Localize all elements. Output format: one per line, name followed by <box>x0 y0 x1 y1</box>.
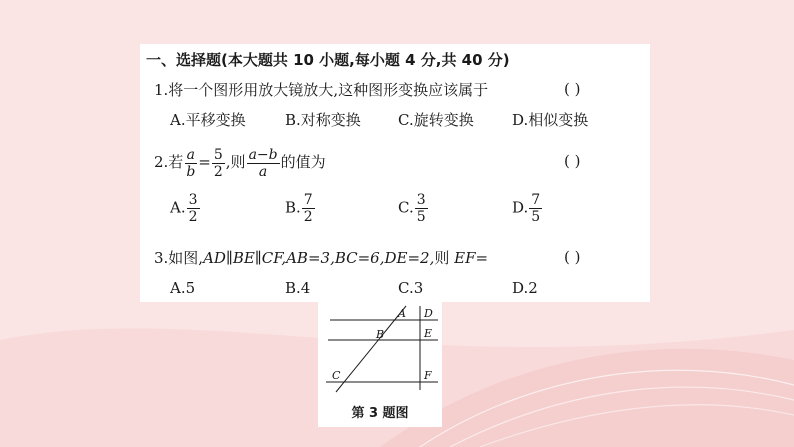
q2-option-d[interactable]: D. $\frac{7}{5}$ <box>512 192 541 225</box>
question-2-stem: 2.若 $\frac{a}{b}$ = $\frac{5}{2}$ ,则 $\frac{a-b}{a}$ 的值为 <box>154 146 326 180</box>
point-f-label: F <box>424 369 432 382</box>
q2-option-a[interactable]: A. $\frac{3}{2}$ <box>170 192 198 225</box>
line-abc <box>336 306 406 392</box>
figure-caption: 第 3 题图 <box>351 406 409 421</box>
point-d-label: D <box>424 307 433 320</box>
point-e-label: E <box>424 327 433 340</box>
q3-option-c[interactable]: C.3 <box>398 279 424 297</box>
q3-option-b[interactable]: B.4 <box>285 279 311 297</box>
point-b-label: B <box>376 328 385 341</box>
point-a-label: A <box>398 307 406 320</box>
q2-option-b[interactable]: B. $\frac{7}{2}$ <box>285 192 313 225</box>
section-header: 一、选择题(本大题共 10 小题,每小题 4 分,共 40 分) <box>146 51 510 69</box>
question-1-stem: 1.将一个图形用放大镜放大,这种图形变换应该属于 <box>154 81 489 99</box>
figure-card <box>318 302 442 427</box>
q3-option-a[interactable]: A.5 <box>170 279 196 297</box>
fraction-a-minus-b-over-a: $\frac{a-b}{a}$ <box>248 146 278 180</box>
fraction-a-over-b: $\frac{a}{b}$ <box>186 146 196 180</box>
question-1-answer-paren[interactable]: ( ) <box>564 80 581 98</box>
fraction-5-over-2: $\frac{5}{2}$ <box>213 146 223 180</box>
question-3-answer-paren[interactable]: ( ) <box>564 248 581 266</box>
geometry-figure <box>318 302 442 397</box>
q1-option-b[interactable]: B.对称变换 <box>285 111 361 129</box>
q2-option-c[interactable]: C. $\frac{3}{5}$ <box>398 192 426 225</box>
question-2-answer-paren[interactable]: ( ) <box>564 152 581 170</box>
q1-option-a[interactable]: A.平移变换 <box>170 111 246 129</box>
point-c-label: C <box>332 369 341 382</box>
question-3-stem: 3.如图,AD∥BE∥CF,AB=3,BC=6,DE=2,则 EF= <box>154 249 489 267</box>
question-card <box>140 44 650 302</box>
q1-option-d[interactable]: D.相似变换 <box>512 111 589 129</box>
q1-option-c[interactable]: C.旋转变换 <box>398 111 474 129</box>
q3-option-d[interactable]: D.2 <box>512 279 538 297</box>
